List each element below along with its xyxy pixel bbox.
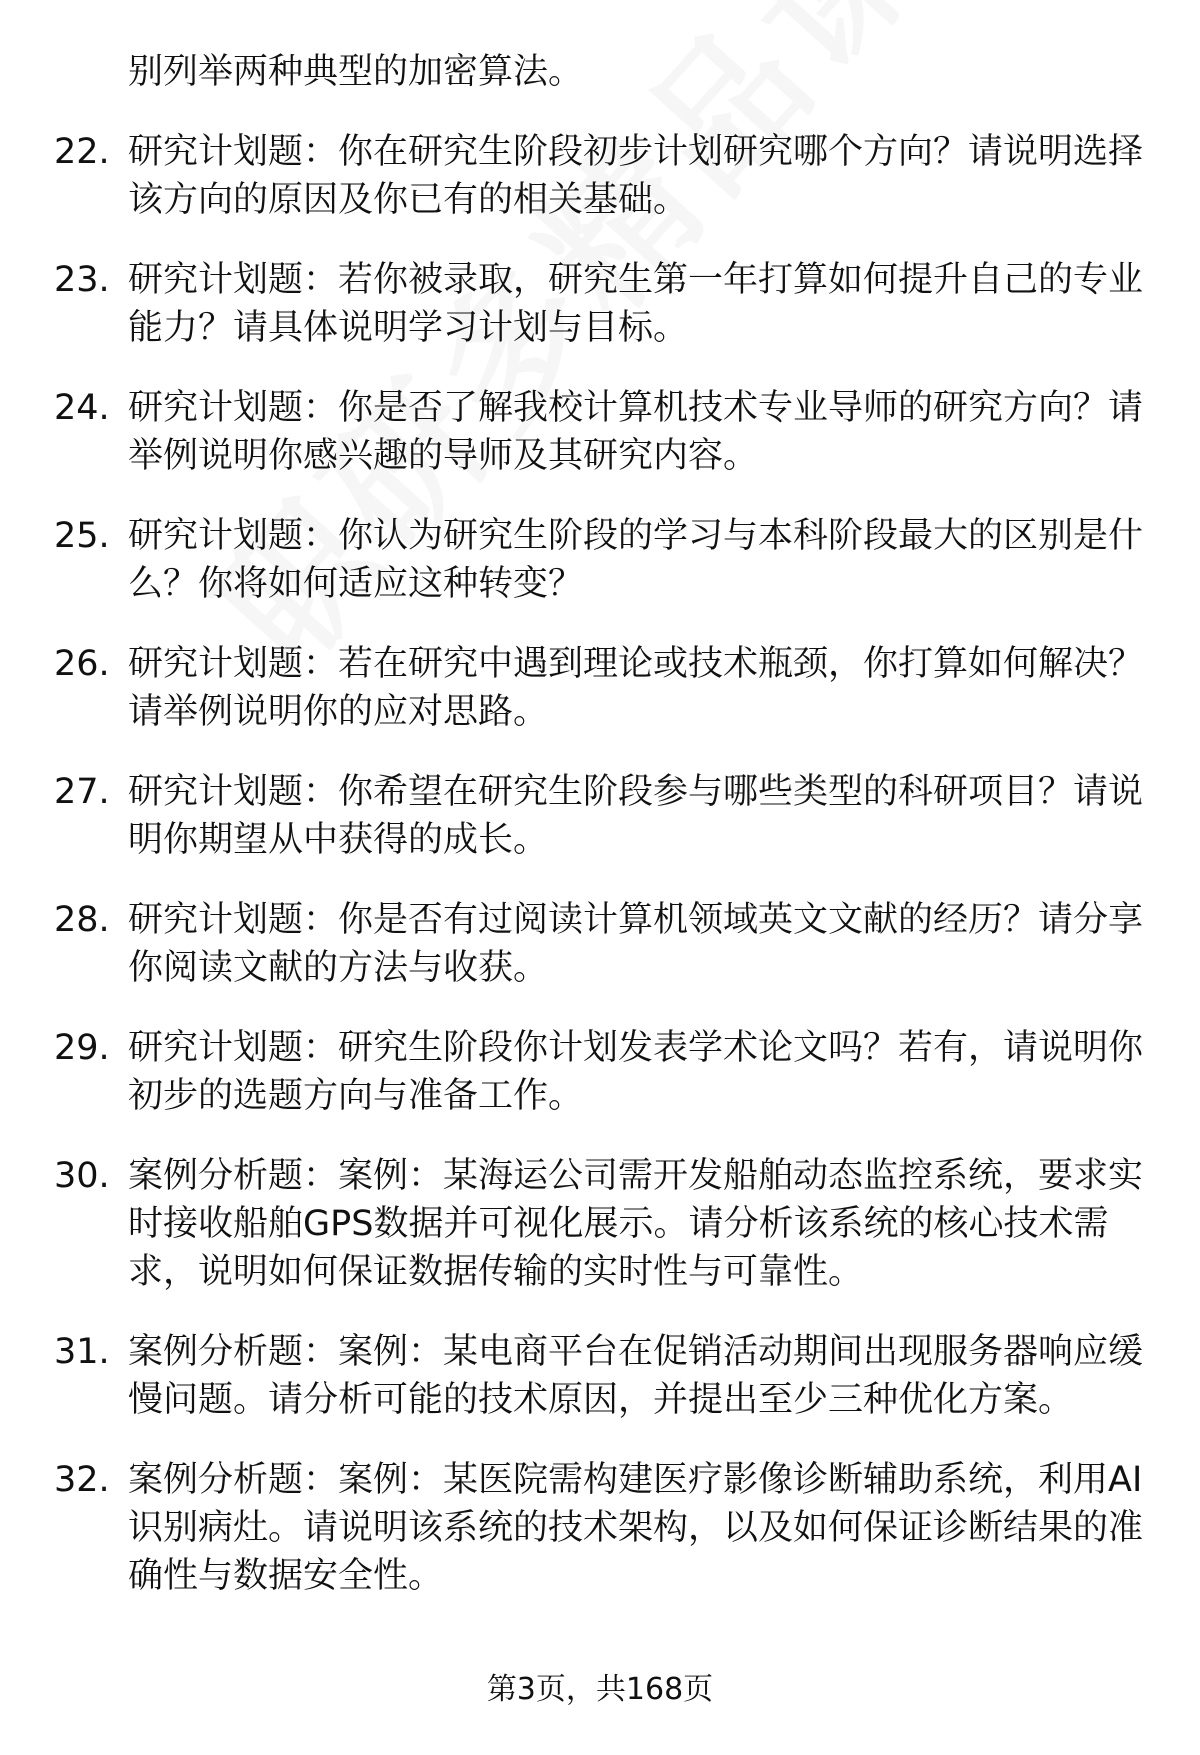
question-text: 研究计划题：你在研究生阶段初步计划研究哪个方向？请说明选择该方向的原因及你已有的相关基础。 [128,132,1144,220]
question-text: 研究计划题：你希望在研究生阶段参与哪些类型的科研项目？请说明你期望从中获得的成长。 [128,772,1144,860]
question-number: 30. [54,1156,110,1196]
question-text: 案例分析题：案例：某海运公司需开发船舶动态监控系统，要求实时接收船舶GPS数据并可视化展示。请分析该系统的核心技术需求，说明如何保证数据传输的实时性与可靠性。 [128,1156,1144,1292]
question-number: 26. [54,644,110,684]
page-footer: 第3页，共168页 [486,1672,714,1707]
question-text: 案例分析题：案例：某电商平台在促销活动期间出现服务器响应缓慢问题。请分析可能的技术原因，并提出至少三种优化方案。 [128,1332,1144,1420]
question-text: 研究计划题：你是否了解我校计算机技术专业导师的研究方向？请举例说明你感兴趣的导师及其研究内容。 [128,388,1144,476]
question-item [0,640,1200,736]
question-item [0,128,1200,224]
question-text: 研究计划题：若你被录取，研究生第一年打算如何提升自己的专业能力？请具体说明学习计划与目标。 [128,260,1144,348]
question-item [0,384,1200,480]
question-number: 29. [54,1028,110,1068]
question-item [0,1152,1200,1296]
question-item [0,1024,1200,1120]
question-number: 31. [54,1332,110,1372]
question-text: 案例分析题：案例：某医院需构建医疗影像诊断辅助系统，利用AI识别病灶。请说明该系统的技术架构，以及如何保证诊断结果的准确性与数据安全性。 [128,1460,1144,1596]
question-number: 25. [54,516,110,556]
question-number: 28. [54,900,110,940]
question-number: 22. [54,132,110,172]
question-text: 研究计划题：你认为研究生阶段的学习与本科阶段最大的区别是什么？你将如何适应这种转变？ [128,516,1144,604]
question-list [0,48,1200,1632]
question-text: 研究计划题：研究生阶段你计划发表学术论文吗？若有，请说明你初步的选题方向与准备工作。 [128,1028,1144,1116]
question-text: 研究计划题：若在研究中遇到理论或技术瓶颈，你打算如何解决？请举例说明你的应对思路。 [128,644,1144,732]
question-number: 24. [54,388,110,428]
question-text: 别列举两种典型的加密算法。 [128,52,584,92]
question-item [0,512,1200,608]
question-text: 研究计划题：你是否有过阅读计算机领域英文文献的经历？请分享你阅读文献的方法与收获。 [128,900,1144,988]
question-number: 32. [54,1460,110,1500]
question-item [0,896,1200,992]
question-number: 27. [54,772,110,812]
question-item [0,256,1200,352]
question-item [0,1328,1200,1424]
question-continuation [0,48,1200,96]
question-item [0,768,1200,864]
question-number: 23. [54,260,110,300]
question-item [0,1456,1200,1600]
